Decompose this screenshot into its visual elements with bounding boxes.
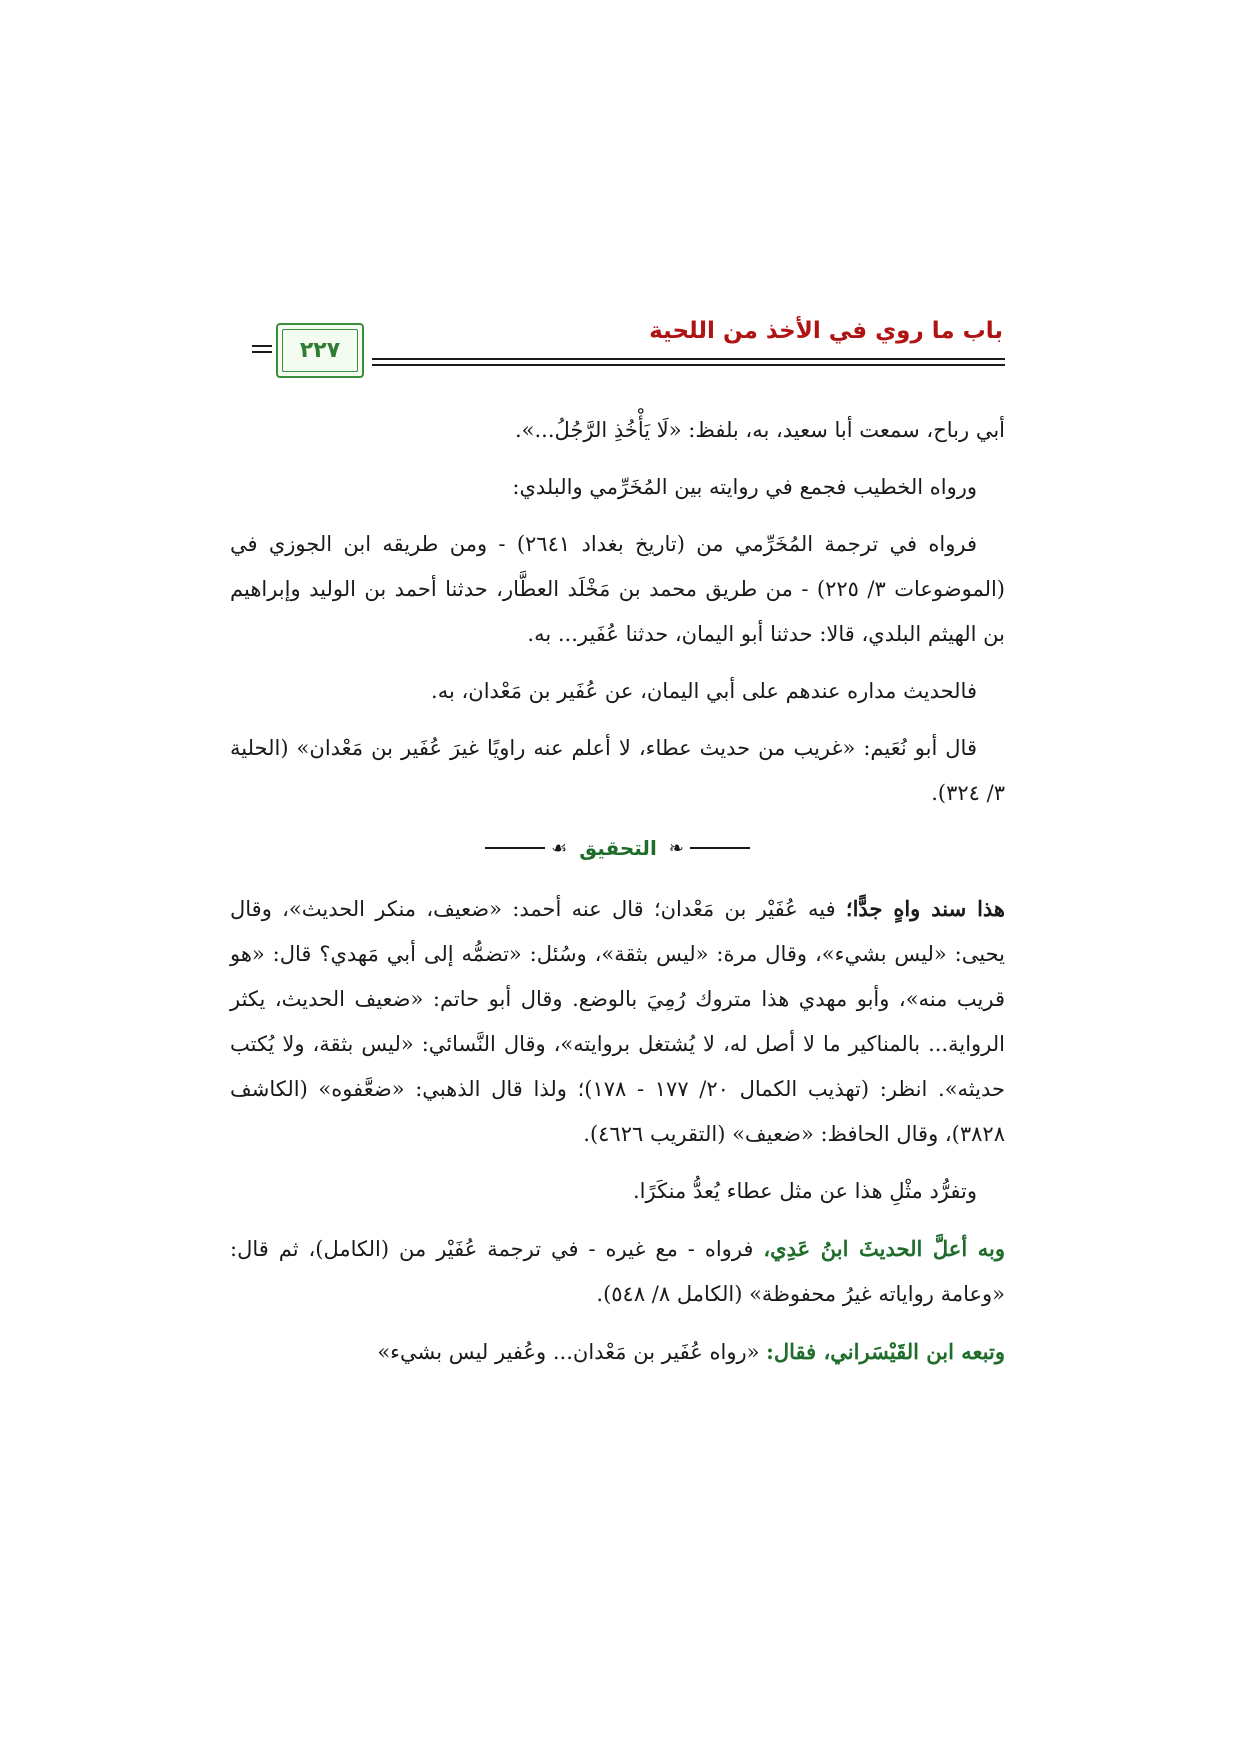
analysis-paragraph [230, 1329, 1005, 1375]
paragraph: أبي رباح، سمعت أبا سعيد، به، بلفظ: «لَا يَأْخُذِ الرَّجُلُ...». [514, 418, 1005, 442]
header-rule-left-top [252, 345, 272, 347]
paragraph: ورواه الخطيب فجمع في روايته بين المُخَرِّمي والبلدي: [512, 475, 977, 499]
page-body [230, 408, 1005, 1387]
page-header [252, 312, 1005, 382]
paragraph: فالحديث مداره عندهم على أبي اليمان، عن عُفَير بن مَعْدان، به. [431, 679, 977, 703]
chapter-title: باب ما روي في الأخذ من اللحية [649, 318, 1003, 344]
analysis-lead: وتبعه ابن القَيْسَراني، فقال: [766, 1339, 1005, 1364]
ornament-icon: ❧ [668, 837, 684, 859]
analysis-paragraph [230, 1226, 1005, 1317]
analysis-text: فرواه - مع غيره - في ترجمة عُفَيْر من (الكامل)، ثم قال: «وعامة رواياته غيرُ محفوظة» (الكامل ٨/ ٥٤٨). [230, 1237, 1005, 1306]
page-number-badge [276, 323, 364, 378]
analysis-text: فيه عُفَيْر بن مَعْدان؛ قال عنه أحمد: «ضعيف، منكر الحديث»، وقال يحيى: «ليس بشيء»، وقال مرة: «ليس بثقة»، وسُئل: «تضمُّه إلى أبي مَهدي؟ قال: «هو قريب منه»، وأبو مهدي هذا متروك رُمِيَ بالوضع. وقال أبو حاتم: «ضعيف الحديث، يكثر الرواية... بالمناكير ما لا أصل له، لا يُشتغل بروايته»، وقال النَّسائي: «ليس بثقة، ولا يُكتب حديثه». انظر: (تهذيب الكمال ٢٠/ ١٧٧ - ١٧٨)؛ ولذا قال الذهبي: «ضعَّفوه» (الكاشف ٣٨٢٨)، وقال الحافظ: «ضعيف» (التقريب ٤٦٢٦). [230, 897, 1005, 1146]
analysis-paragraph: وتفرُّد مثْلِ هذا عن مثل عطاء يُعدُّ منكَرًا. [632, 1179, 977, 1203]
header-rule-left-bottom [252, 351, 272, 353]
header-rule-bottom [372, 364, 1005, 366]
divider-line [690, 847, 750, 849]
section-divider [230, 828, 1005, 868]
analysis-lead: هذا سند واهٍ جدًّا؛ [845, 896, 1006, 921]
ornament-icon: ☙ [551, 837, 568, 859]
section-title: التحقيق [579, 835, 657, 860]
divider-line [485, 847, 545, 849]
header-rule-top [372, 358, 1005, 360]
analysis-text: «رواه عُفَير بن مَعْدان... وعُفير ليس بشيء» [377, 1340, 767, 1364]
paragraph: قال أبو نُعَيم: «غريب من حديث عطاء، لا أعلم عنه راويًا غيرَ عُفَير بن مَعْدان» (الحلية ٣/ ٣٢٤). [230, 736, 1005, 805]
analysis-paragraph [230, 886, 1005, 1157]
analysis-lead: وبه أعلَّ الحديثَ ابنُ عَدِي، [763, 1236, 1005, 1261]
page-number: ٢٢٧ [299, 338, 341, 363]
paragraph: فرواه في ترجمة المُخَرِّمي من (تاريخ بغداد ٢٦٤١) - ومن طريقه ابن الجوزي في (الموضوعات ٣/ ٢٢٥) - من طريق محمد بن مَخْلَد العطَّار، حدثنا أحمد بن الوليد وإبراهيم بن الهيثم البلدي، قالا: حدثنا أبو اليمان، حدثنا عُفَير... به. [230, 532, 1006, 646]
